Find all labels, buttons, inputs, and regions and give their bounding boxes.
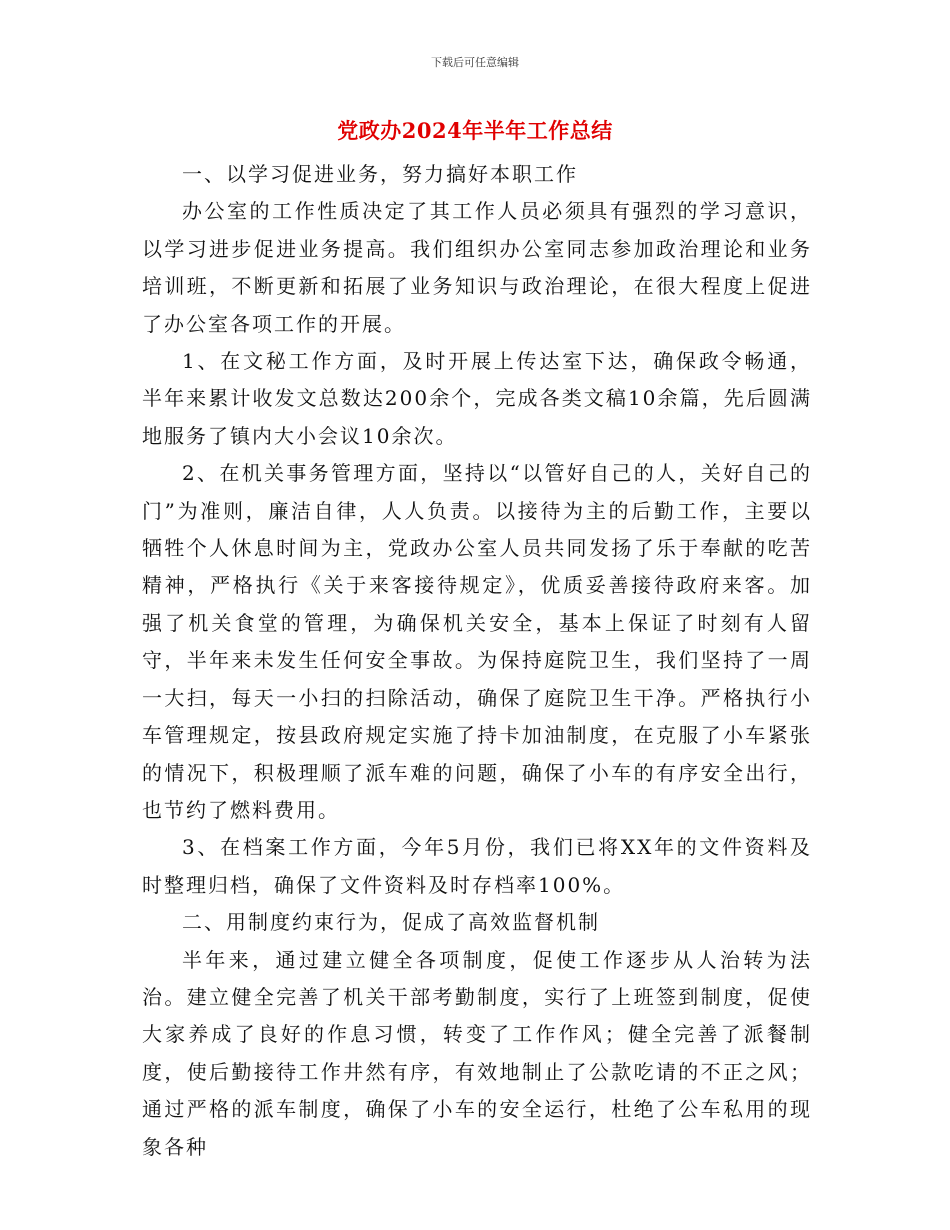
paragraph-item-2: 2、在机关事务管理方面，坚持以“以管好自己的人，关好自己的门”为准则，廉洁自律，人人负责。以接待为主的后勤工作，主要以牺牲个人休息时间为主，党政办公室人员共同发扬了乐于奉献的吃苦精神，严格执行《关于来客接待规定》，优质妥善接待政府来客。加强了机关食堂的管理，为确保机关安全，基本上保证了时刻有人留守，半年来未发生任何安全事故。为保持庭院卫生，我们坚持了一周一大扫，每天一小扫的扫除活动，确保了庭院卫生干净。严格执行小车管理规定，按县政府规定实施了持卡加油制度，在克服了小车紧张的情况下，积极理顺了派车难的问题，确保了小车的有序安全出行，也节约了燃料费用。: [142, 461, 812, 822]
paragraph-intro: 办公室的工作性质决定了其工作人员必须具有强烈的学习意识，以学习进步促进业务提高。我们组织办公室同志参加政治理论和业务培训班，不断更新和拓展了业务知识与政治理论，在很大程度上促进了办公室各项工作的开展。: [142, 199, 812, 336]
page-header-note: 下载后可任意编辑: [431, 56, 519, 69]
paragraph-item-3: 3、在档案工作方面，今年5月份，我们已将XX年的文件资料及时整理归档，确保了文件资料及时存档率100%。: [142, 835, 812, 897]
paragraph-section-2: 半年来，通过建立健全各项制度，促使工作逐步从人治转为法治。建立健全完善了机关干部考勤制度，实行了上班签到制度，促使大家养成了良好的作息习惯，转变了工作作风；健全完善了派餐制度，使后勤接待工作井然有序，有效地制止了公款吃请的不正之风；通过严格的派车制度，确保了小车的安全运行，杜绝了公车私用的现象各种: [142, 947, 812, 1159]
section-heading-1: 一、以学习促进业务，努力搞好本职工作: [182, 162, 578, 186]
section-heading-2: 二、用制度约束行为，促成了高效监督机制: [182, 910, 600, 935]
document-body: [142, 156, 812, 1166]
document-title: 党政办2024年半年工作总结: [337, 118, 613, 143]
paragraph-item-1: 1、在文秘工作方面，及时开展上传达室下达，确保政令畅通，半年来累计收发文总数达200余个，完成各类文稿10余篇，先后圆满地服务了镇内大小会议10余次。: [142, 349, 812, 448]
